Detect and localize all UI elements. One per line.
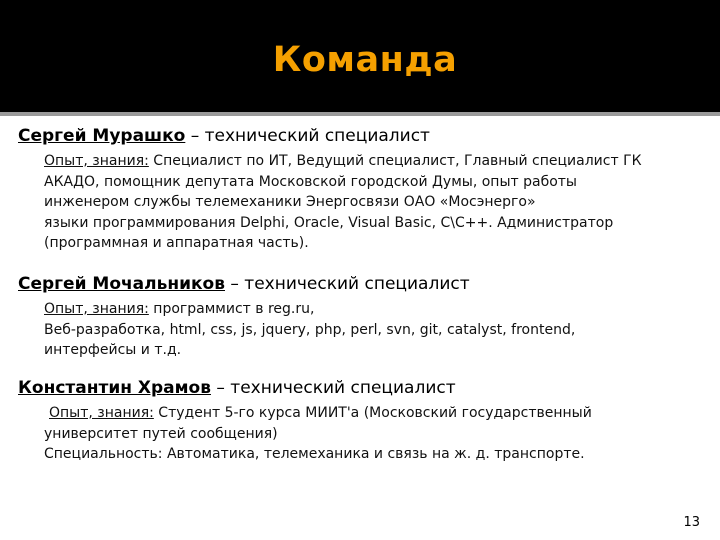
description-line: Опыт, знания: программист в reg.ru, [44, 301, 315, 317]
title-bar [0, 0, 720, 112]
description-line: университет путей сообщения) [44, 425, 278, 442]
experience-label: Опыт, знания: [49, 405, 154, 421]
description-line: языки программирования Delphi, Oracle, Visual Basic, C\C++. Администратор [44, 214, 614, 231]
description-line: АКАДО, помощник депутата Московской городской Думы, опыт работы [44, 173, 577, 190]
description-line: (программная и аппаратная часть). [44, 235, 309, 251]
member-name: Сергей Мурашко [18, 126, 186, 146]
title-divider [0, 112, 720, 116]
experience-label: Опыт, знания: [44, 301, 149, 317]
member-heading [18, 378, 708, 399]
member-name: Константин Храмов [18, 378, 211, 398]
description-line: интерфейсы и т.д. [44, 342, 182, 358]
member-heading [18, 274, 708, 295]
page-number: 13 [683, 515, 700, 530]
description-line: Специальность: Автоматика, телемеханика и связь на ж. д. транспорте. [44, 446, 585, 462]
member-role: – технический специалист [210, 378, 456, 398]
description-line: инженером службы телемеханики Энергосвязи ОАО «Мосэнерго» [44, 194, 536, 210]
slide-title: Команда [272, 40, 458, 80]
member-heading [18, 126, 708, 147]
experience-label: Опыт, знания: [44, 153, 149, 169]
member-description [44, 403, 708, 465]
description-line: Веб-разработка, html, css, js, jquery, php, perl, svn, git, catalyst, frontend, [44, 321, 576, 338]
team-member-murashko [18, 126, 708, 254]
team-member-mochalnikov [18, 274, 708, 361]
description-line: Опыт, знания: Специалист по ИТ, Ведущий специалист, Главный специалист ГК [44, 153, 642, 169]
member-description [44, 299, 708, 361]
member-role: – технический специалист [185, 126, 430, 146]
team-member-khramov [18, 378, 708, 465]
member-role: – технический специалист [225, 274, 470, 294]
member-name: Сергей Мочальников [18, 274, 225, 294]
member-description [44, 151, 708, 254]
description-line: Опыт, знания: Студент 5-го курса МИИТ'а (Московский государственный [49, 405, 592, 421]
